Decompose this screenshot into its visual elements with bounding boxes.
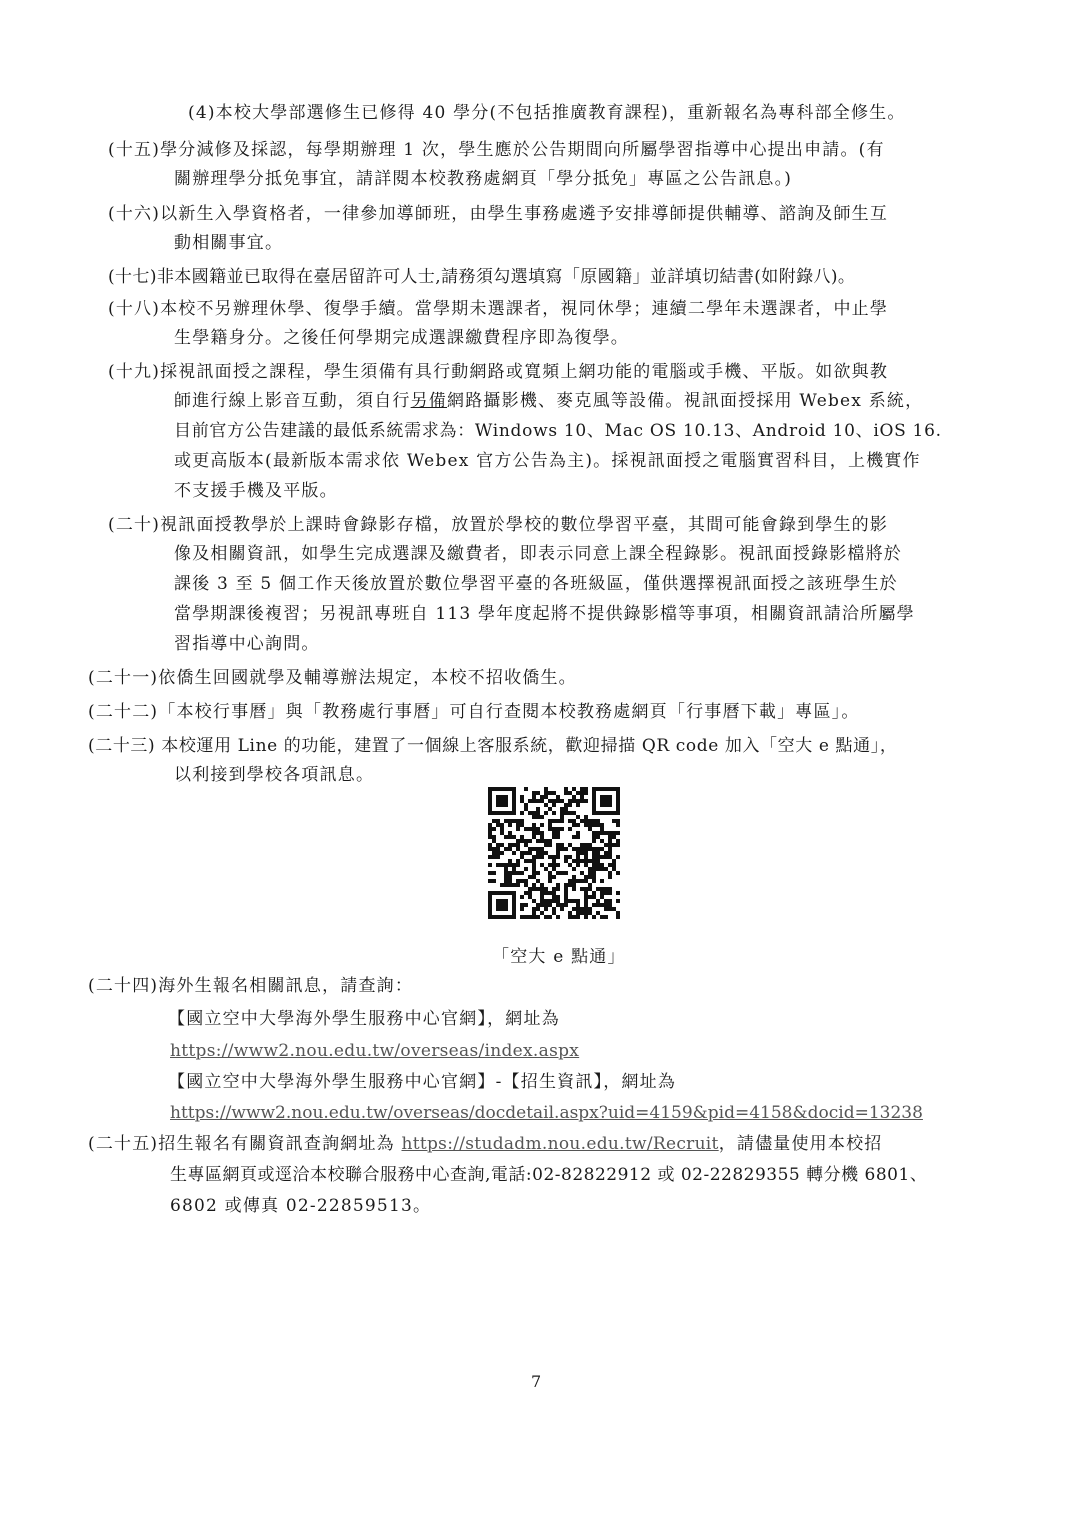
- item-19-line2: [174, 390, 923, 412]
- item-15-line2: 關辦理學分抵免事宜，請詳閱本校教務處網頁「學分抵免」專區之公告訊息。): [174, 169, 793, 189]
- item-19-line3: 目前官方公告建議的最低系統需求為：Windows 10、Mac OS 10.13、Android 10、iOS 16.: [174, 421, 942, 441]
- item-16-line1: (十六)以新生入學資格者，一律參加導師班，由學生事務處遴予安排導師提供輔導、諮詢及師生互: [108, 204, 889, 224]
- item-20-line1: (二十)視訊面授教學於上課時會錄影存檔，放置於學校的數位學習平臺，其間可能會錄到學生的影: [108, 515, 889, 535]
- item-23-line2: 以利接到學校各項訊息。: [174, 765, 375, 785]
- item-25-line1: [88, 1133, 883, 1155]
- item-19-line4: 或更高版本(最新版本需求依 Webex 官方公告為主)。採視訊面授之電腦實習科目，上機實作: [174, 451, 921, 471]
- item-18-line2: 生學籍身分。之後任何學期完成選課繳費程序即為復學。: [174, 328, 629, 348]
- item-21: (二十一)依僑生回國就學及輔導辦法規定，本校不招收僑生。: [88, 668, 577, 688]
- page-number: 7: [531, 1372, 542, 1391]
- qr-caption: 「空大 e 點通」: [492, 947, 626, 967]
- item-17: (十七)非本國籍並已取得在臺居留許可人士,請務須勾選填寫「原國籍」並詳填切結書(如附錄八)。: [108, 267, 856, 287]
- overseas-docdetail-link[interactable]: https://www2.nou.edu.tw/overseas/docdetail.aspx?uid=4159&pid=4158&docid=13238: [170, 1103, 923, 1123]
- underlined-word: 另備: [410, 391, 448, 411]
- overseas-site-label: 【國立空中大學海外學生服務中心官網】，網址為: [168, 1009, 560, 1029]
- item-24: (二十四)海外生報名相關訊息，請查詢：: [88, 976, 414, 996]
- item-14-4: (4)本校大學部選修生已修得 40 學分(不包括推廣教育課程)，重新報名為專科部全修生。: [188, 103, 906, 123]
- qr-code-image: [488, 787, 620, 919]
- overseas-index-link[interactable]: https://www2.nou.edu.tw/overseas/index.aspx: [170, 1041, 580, 1061]
- overseas-recruit-label: 【國立空中大學海外學生服務中心官網】-【招生資訊】，網址為: [168, 1072, 677, 1092]
- item-25-line1-a: (二十五)招生報名有關資訊查詢網址為: [88, 1134, 395, 1154]
- item-19-line5: 不支援手機及平版。: [174, 481, 338, 501]
- item-18-line1: (十八)本校不另辦理休學、復學手續。當學期未選課者，視同休學；連續二學年未選課者，中止學: [108, 299, 889, 319]
- qr-code-icon: [488, 787, 620, 919]
- item-20-line5: 習指導中心詢問。: [174, 634, 320, 654]
- item-16-line2: 動相關事宜。: [174, 233, 284, 253]
- item-20-line2: 像及相關資訊，如學生完成選課及繳費者，即表示同意上課全程錄影。視訊面授錄影檔將於: [174, 544, 902, 564]
- item-19-line1: (十九)採視訊面授之課程，學生須備有具行動網路或寬頻上網功能的電腦或手機、平版。如欲與教: [108, 362, 889, 382]
- item-23-line1: (二十三) 本校運用 Line 的功能，建置了一個線上客服系統，歡迎掃描 QR code 加入「空大 e 點通」，: [88, 736, 898, 756]
- item-25-line2: 生專區網頁或逕洽本校聯合服務中心查詢,電話:02-82822912 或 02-22829355 轉分機 6801、: [170, 1165, 928, 1185]
- item-19-line2-a: 師進行線上影音互動，須自行: [174, 391, 411, 411]
- recruit-link[interactable]: https://studadm.nou.edu.tw/Recruit: [401, 1134, 719, 1154]
- item-20-line3: 課後 3 至 5 個工作天後放置於數位學習平臺的各班級區，僅供選擇視訊面授之該班學生於: [174, 574, 898, 594]
- item-20-line4: 當學期課後複習；另視訊專班自 113 學年度起將不提供錄影檔等事項，相關資訊請洽所屬學: [174, 604, 915, 624]
- item-19-line2-b: 網路攝影機、麥克風等設備。視訊面授採用 Webex 系統，: [447, 391, 924, 411]
- item-15-line1: (十五)學分減修及採認，每學期辦理 1 次，學生應於公告期間向所屬學習指導中心提出申請。(有: [108, 140, 885, 160]
- item-25-line3: 6802 或傳真 02-22859513。: [170, 1196, 432, 1216]
- item-25-line1-b: ，請儘量使用本校招: [718, 1134, 883, 1154]
- item-22: (二十二)「本校行事曆」與「教務處行事曆」可自行查閱本校教務處網頁「行事曆下載」專區」。: [88, 702, 860, 722]
